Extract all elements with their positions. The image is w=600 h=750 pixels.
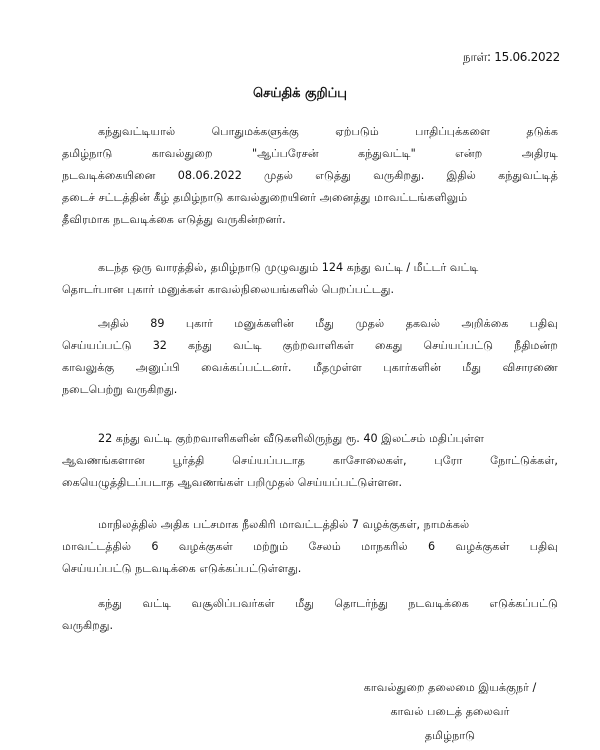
paragraph-line: கையெழுத்திடப்படாத ஆவணங்கள் பறிமுதல் செய்யப்பட்டுள்ளன. <box>62 476 403 489</box>
paragraph-line: கடந்த ஒரு வாரத்தில், தமிழ்நாடு முழுவதும் 124 கந்து வட்டி / மீட்டர் வட்டி <box>98 261 479 274</box>
paragraph-line: காவலுக்கு அனுப்பி வைக்கப்பட்டனர். மீதமுள்ள புகார்களின் மீது விசாரணை <box>62 361 558 374</box>
paragraph-line: தொடர்பான புகார் மனுக்கள் காவல்நிலையங்களில் பெறப்பட்டது. <box>62 283 395 296</box>
signature-title: காவல்துறை தலைமை இயக்குநர் / <box>363 681 537 694</box>
paragraph-complaints-received <box>62 257 558 301</box>
paragraph-line: கந்து வட்டி வசூலிப்பவர்கள் மீது தொடர்ந்து நடவடிக்கை எடுக்கப்பட்டு <box>98 597 558 610</box>
signature-state: தமிழ்நாடு <box>424 729 476 742</box>
paragraph-line: 22 கந்து வட்டி குற்றவாளிகளின் வீடுகளிலிருந்து ரூ. 40 இலட்சம் மதிப்புள்ள <box>98 432 485 445</box>
paragraph-continued-action <box>62 593 558 637</box>
paragraph-district-cases <box>62 514 558 580</box>
paragraph-line: தீவிரமாக நடவடிக்கை எடுத்து வருகின்றனர். <box>62 213 286 226</box>
page-title: செய்திக் குறிப்பு <box>253 86 347 101</box>
paragraph-line: தடைச் சட்டத்தின் கீழ் தமிழ்நாடு காவல்துறையினர் அனைத்து மாவட்டங்களிலும் <box>62 191 468 204</box>
paragraph-operation-kanthuvatti <box>62 121 558 231</box>
paragraph-line: நடைபெற்று வருகிறது. <box>62 383 178 396</box>
signature-designation: காவல் படைத் தலைவர் <box>390 705 510 718</box>
paragraph-line: மாநிலத்தில் அதிக பட்சமாக நீலகிரி மாவட்டத்தில் 7 வழக்குகள், நாமக்கல் <box>98 518 470 531</box>
paragraph-arrests <box>62 313 558 401</box>
paragraph-line: அதில் 89 புகார் மனுக்களின் மீது முதல் தகவல் அறிக்கை பதிவு <box>98 317 558 330</box>
paragraph-line: தமிழ்நாடு காவல்துறை "ஆப்பரேசன் கந்துவட்டி" என்ற அதிரடி <box>62 147 558 160</box>
paragraph-line: ஆவணங்களான பூர்த்தி செய்யப்படாத காசோலைகள், புரோ நோட்டுக்கள், <box>62 454 558 467</box>
paragraph-line: மாவட்டத்தில் 6 வழக்குகள் மற்றும் சேலம் மாநகரில் 6 வழக்குகள் பதிவு <box>62 540 558 553</box>
signature-block <box>300 676 600 748</box>
paragraph-line: செய்யப்பட்டு 32 கந்து வட்டி குற்றவாளிகள் கைது செய்யப்பட்டு நீதிமன்ற <box>62 339 558 352</box>
paragraph-line: கந்துவட்டியால் பொதுமக்களுக்கு ஏற்படும் பாதிப்புக்களை தடுக்க <box>98 125 558 138</box>
date-label: நாள்: 15.06.2022 <box>462 50 560 64</box>
paragraph-line: நடவடிக்கையினை 08.06.2022 முதல் எடுத்து வருகிறது. இதில் கந்துவட்டித் <box>62 169 558 182</box>
paragraph-line: செய்யப்பட்டு நடவடிக்கை எடுக்கப்பட்டுள்ளது. <box>62 562 302 575</box>
paragraph-line: வருகிறது. <box>62 619 114 632</box>
paragraph-seizures <box>62 428 558 494</box>
